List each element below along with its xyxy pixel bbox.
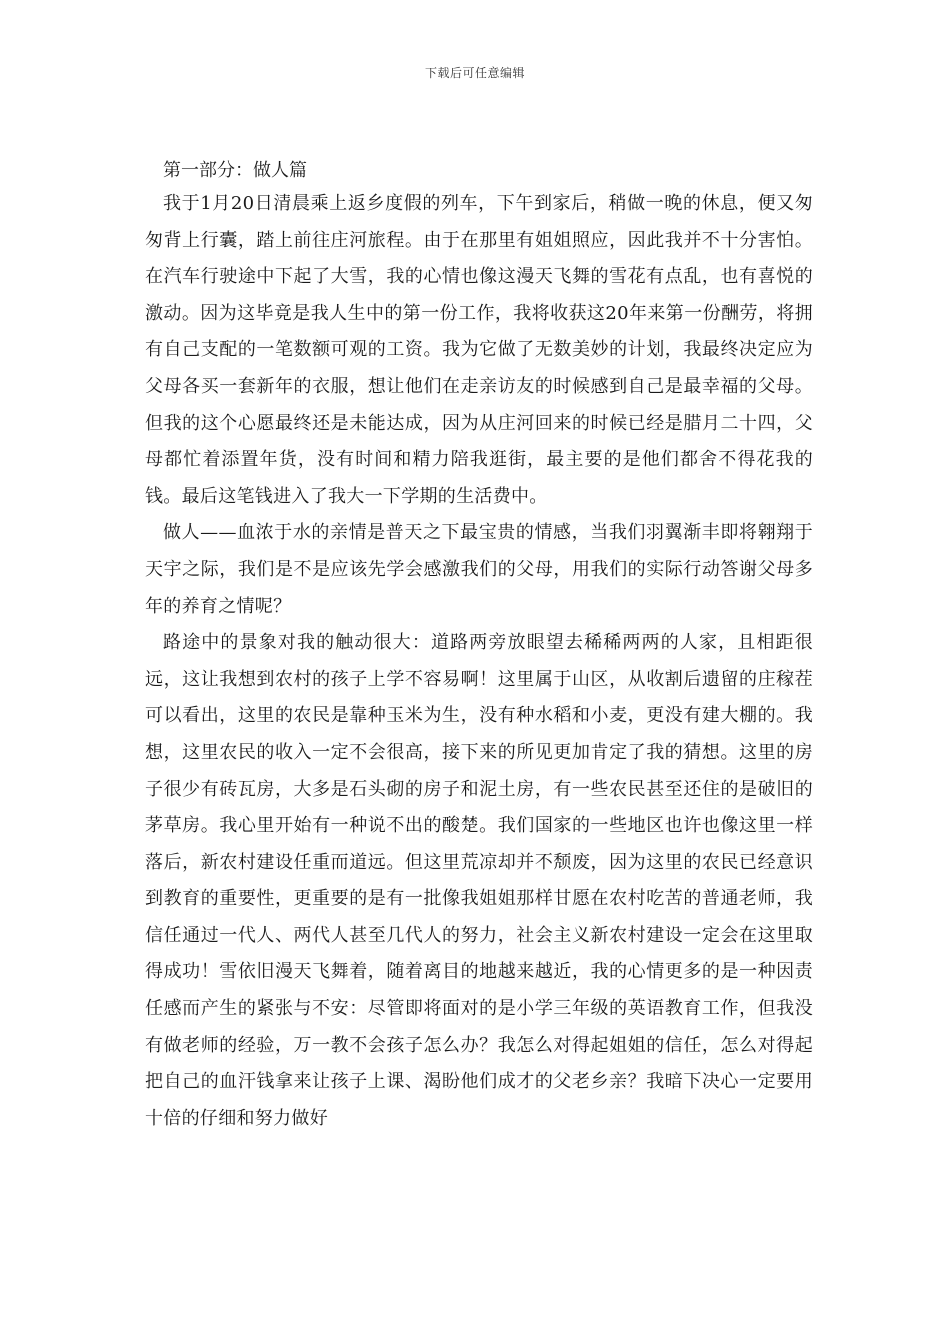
paragraph-1: 我于1月20日清晨乘上返乡度假的列车，下午到家后，稍做一晚的休息，便又匆匆背上行囊，踏上前往庄河旅程。由于在那里有姐姐照应，因此我并不十分害怕。在汽车行驶途中下起了大雪，我的心情也像这漫天飞舞的雪花有点乱，也有喜悦的激动。因为这毕竟是我人生中的第一份工作，我将收获这20年来第一份酬劳，将拥有自己支配的一笔数额可观的工资。我为它做了无数美妙的计划，我最终决定应为父母各买一套新年的衣服，想让他们在走亲访友的时候感到自己是最幸福的父母。但我的这个心愿最终还是未能达成，因为从庄河回来的时候已经是腊月二十四，父母都忙着添置年货，没有时间和精力陪我逛街，最主要的是他们都舍不得花我的钱。最后这笔钱进入了我大一下学期的生活费中。 bbox=[145, 193, 813, 507]
section-title: 第一部分：做人篇 bbox=[163, 160, 307, 181]
page-header: 下载后可任意编辑 bbox=[424, 66, 525, 80]
document-body bbox=[145, 156, 813, 1137]
paragraph-3: 路途中的景象对我的触动很大：道路两旁放眼望去稀稀两两的人家，且相距很远，这让我想到农村的孩子上学不容易啊！这里属于山区，从收割后遗留的庄稼茬可以看出，这里的农民是靠种玉米为生，没有种水稻和小麦，更没有建大棚的。我想，这里农民的收入一定不会很高，接下来的所见更加肯定了我的猜想。这里的房子很少有砖瓦房，大多是石头砌的房子和泥土房，有一些农民甚至还住的是破旧的茅草房。我心里开始有一种说不出的酸楚。我们国家的一些地区也许也像这里一样落后，新农村建设任重而道远。但这里荒凉却并不颓废，因为这里的农民已经意识到教育的重要性，更重要的是有一批像我姐姐那样甘愿在农村吃苦的普通老师，我信任通过一代人、两代人甚至几代人的努力，社会主义新农村建设一定会在这里取得成功！雪依旧漫天飞舞着，随着离目的地越来越近，我的心情更多的是一种因责任感而产生的紧张与不安：尽管即将面对的是小学三年级的英语教育工作，但我没有做老师的经验，万一教不会孩子怎么办？我怎么对得起姐姐的信任，怎么对得起把自己的血汗钱拿来让孩子上课、渴盼他们成才的父老乡亲？我暗下决心一定要用十倍的仔细和努力做好 bbox=[145, 632, 813, 1129]
paragraph-2: 做人——血浓于水的亲情是普天之下最宝贵的情感，当我们羽翼渐丰即将翱翔于天宇之际，我们是不是应该先学会感激我们的父母，用我们的实际行动答谢父母多年的养育之情呢？ bbox=[145, 522, 813, 617]
